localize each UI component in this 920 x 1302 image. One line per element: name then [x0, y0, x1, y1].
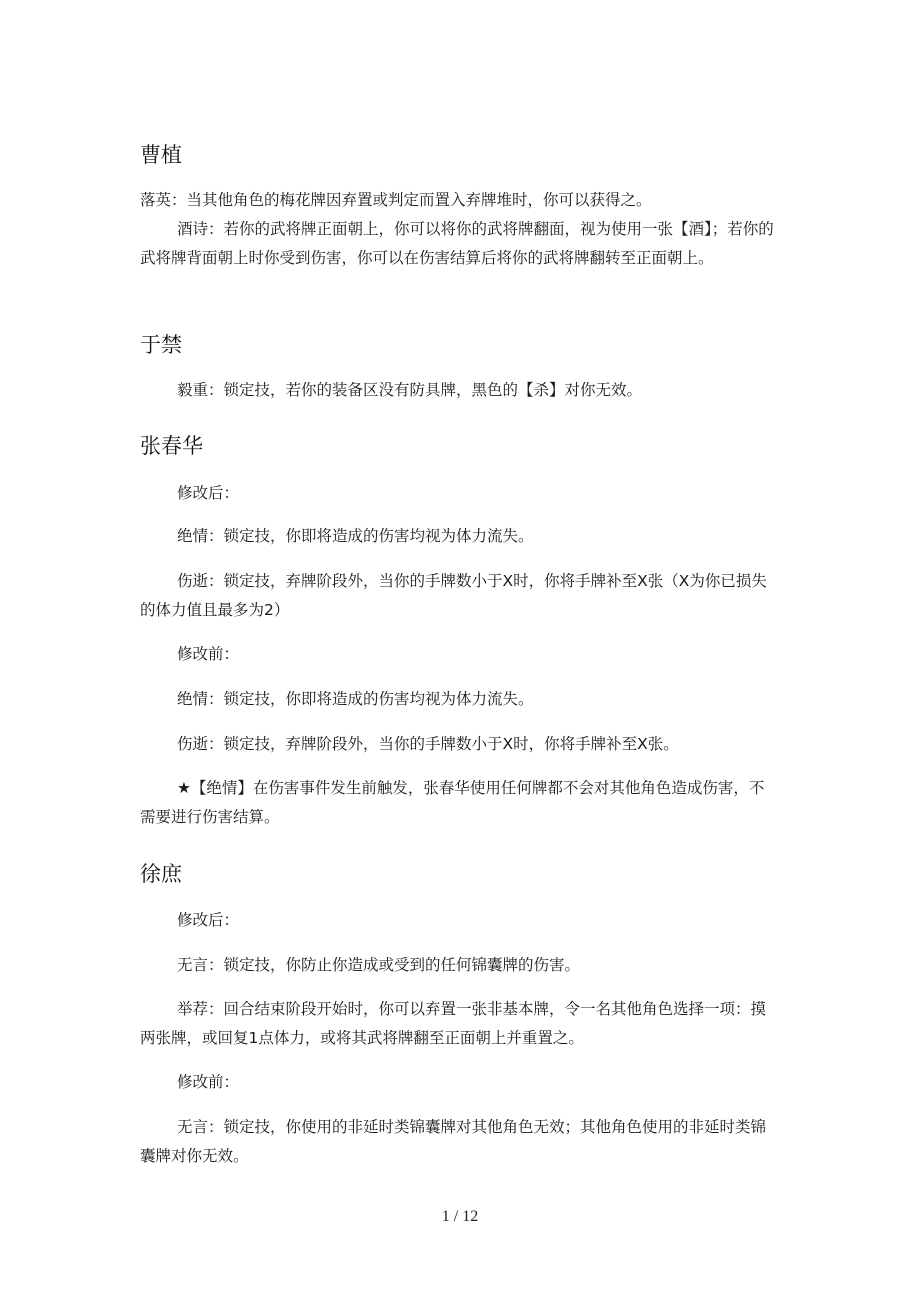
section-title-cao-zhi: 曹植	[140, 143, 182, 167]
skill-jujian-after: 举荐：回合结束阶段开始时，你可以弃置一张非基本牌，令一名其他角色选择一项：摸两张牌，或回复1点体力，或将其武将牌翻至正面朝上并重置之。	[140, 1000, 767, 1047]
document-page	[140, 0, 780, 1302]
revision-after-label: 修改后：	[177, 911, 240, 929]
skill-shangshi-before: 伤逝：锁定技，弃牌阶段外，当你的手牌数小于X时，你将手牌补至X张。	[177, 735, 679, 753]
skill-jiushi: 酒诗：若你的武将牌正面朝上，你可以将你的武将牌翻面，视为使用一张【酒】；若你的武将牌背面朝上时你受到伤害，你可以在伤害结算后将你的武将牌翻转至正面朝上。	[140, 220, 774, 267]
revision-before-label: 修改前：	[177, 645, 240, 663]
skill-jueqing-after: 绝情：锁定技，你即将造成的伤害均视为体力流失。	[177, 527, 534, 545]
revision-before-label: 修改前：	[177, 1073, 240, 1091]
section-title-zhang-chunhua: 张春华	[140, 434, 203, 458]
skill-yizhong: 毅重：锁定技，若你的装备区没有防具牌，黑色的【杀】对你无效。	[177, 381, 643, 399]
skill-luoying: 落英：当其他角色的梅花牌因弃置或判定而置入弃牌堆时，你可以获得之。	[140, 191, 652, 209]
revision-after-label: 修改后：	[177, 484, 240, 502]
section-title-yu-jin: 于禁	[140, 333, 182, 357]
skill-shangshi-after: 伤逝：锁定技，弃牌阶段外，当你的手牌数小于X时，你将手牌补至X张（X为你已损失的体力值且最多为2）	[140, 572, 767, 619]
section-title-xu-shu: 徐庶	[140, 862, 182, 886]
skill-wuyan-before: 无言：锁定技，你使用的非延时类锦囊牌对其他角色无效；其他角色使用的非延时类锦囊牌对你无效。	[140, 1118, 767, 1165]
skill-jueqing-before: 绝情：锁定技，你即将造成的伤害均视为体力流失。	[177, 690, 534, 708]
skill-wuyan-after: 无言：锁定技，你防止你造成或受到的任何锦囊牌的伤害。	[177, 956, 581, 974]
page-number: 1 / 12	[441, 1208, 479, 1225]
note-jueqing: ★【绝情】在伤害事件发生前触发，张春华使用任何牌都不会对其他角色造成伤害，不需要进行伤害结算。	[140, 779, 765, 826]
